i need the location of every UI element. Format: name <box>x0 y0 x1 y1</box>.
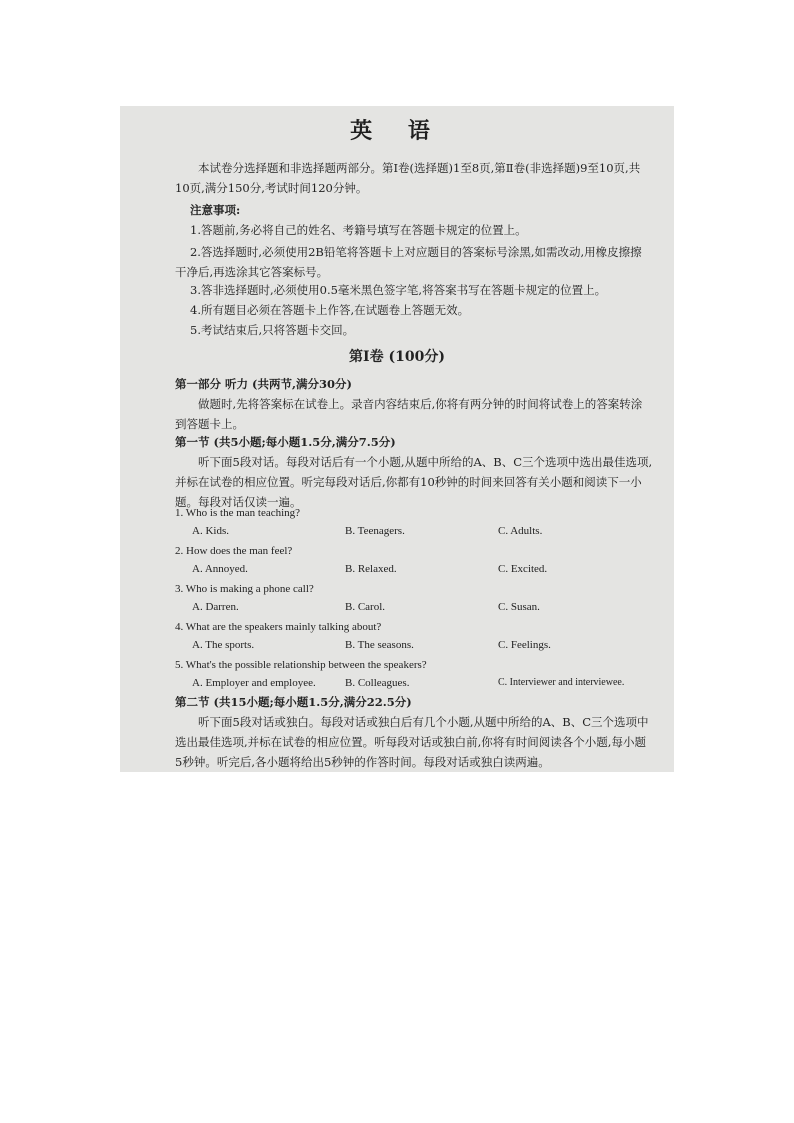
note-item: 2.答选择题时,必须使用2B铅笔将答题卡上对应题目的答案标号涂黑,如需改动,用橡皮擦擦干净后,再选涂其它答案标号。 <box>175 245 642 279</box>
option-b: B. The seasons. <box>345 639 414 651</box>
section1-header: 第一节 (共5小题;每小题1.5分,满分7.5分) <box>175 435 396 449</box>
exam-page-photo <box>120 106 674 772</box>
section2-instructions: 听下面5段对话或独白。每段对话或独白后有几个小题,从题中所给的A、B、C三个选项中选出最佳选项,并标在试卷的相应位置。听每段对话或独白前,你将有时间阅读各个小题,每小题5秒钟。听完后,各小题将给出5秒钟的作答时间。每段对话或独白读两遍。 <box>175 715 649 769</box>
intro-paragraph: 本试卷分选择题和非选择题两部分。第Ⅰ卷(选择题)1至8页,第Ⅱ卷(非选择题)9至10页,共10页,满分150分,考试时间120分钟。 <box>175 161 641 195</box>
note-item: 1.答题前,务必将自己的姓名、考籍号填写在答题卡规定的位置上。 <box>190 223 527 237</box>
question-3: 3. Who is making a phone call? <box>175 583 314 595</box>
part1-instructions: 做题时,先将答案标在试卷上。录音内容结束后,你将有两分钟的时间将试卷上的答案转涂到答题卡上。 <box>175 397 643 431</box>
note-item: 4.所有题目必须在答题卡上作答,在试题卷上答题无效。 <box>190 303 470 317</box>
option-b: B. Colleagues. <box>345 677 410 689</box>
question-2: 2. How does the man feel? <box>175 545 293 557</box>
note-item: 5.考试结束后,只将答题卡交回。 <box>190 323 355 337</box>
question-1: 1. Who is the man teaching? <box>175 507 301 519</box>
option-a: A. Annoyed. <box>192 563 248 575</box>
part1-header: 第一部分 听力 (共两节,满分30分) <box>175 377 352 391</box>
note-item: 3.答非选择题时,必须使用0.5毫米黑色签字笔,将答案书写在答题卡规定的位置上。 <box>190 283 607 297</box>
option-a: A. The sports. <box>192 639 255 651</box>
section2-header: 第二节 (共15小题;每小题1.5分,满分22.5分) <box>175 695 412 709</box>
option-a: A. Kids. <box>192 525 229 537</box>
option-b: B. Teenagers. <box>345 525 405 537</box>
option-b: B. Relaxed. <box>345 563 397 575</box>
option-c: C. Feelings. <box>498 639 551 651</box>
option-b: B. Carol. <box>345 601 386 613</box>
question-4: 4. What are the speakers mainly talking about? <box>175 621 382 633</box>
section-title: 第Ⅰ卷 (100分) <box>349 349 445 365</box>
option-a: A. Darren. <box>192 601 239 613</box>
section1-instructions: 听下面5段对话。每段对话后有一个小题,从题中所给的A、B、C三个选项中选出最佳选项,并标在试卷的相应位置。听完每段对话后,你都有10秒钟的时间来回答有关小题和阅读下一小题。每段对话仅读一遍。 <box>175 455 653 509</box>
option-c: C. Susan. <box>498 601 540 613</box>
option-a: A. Employer and employee. <box>192 677 316 689</box>
option-c: C. Adults. <box>498 525 543 537</box>
option-c: C. Excited. <box>498 563 548 575</box>
option-c: C. Interviewer and interviewee. <box>498 677 625 688</box>
notes-header: 注意事项: <box>190 203 241 217</box>
page-title: 英 语 <box>350 118 444 144</box>
question-5: 5. What's the possible relationship between the speakers? <box>175 659 427 671</box>
